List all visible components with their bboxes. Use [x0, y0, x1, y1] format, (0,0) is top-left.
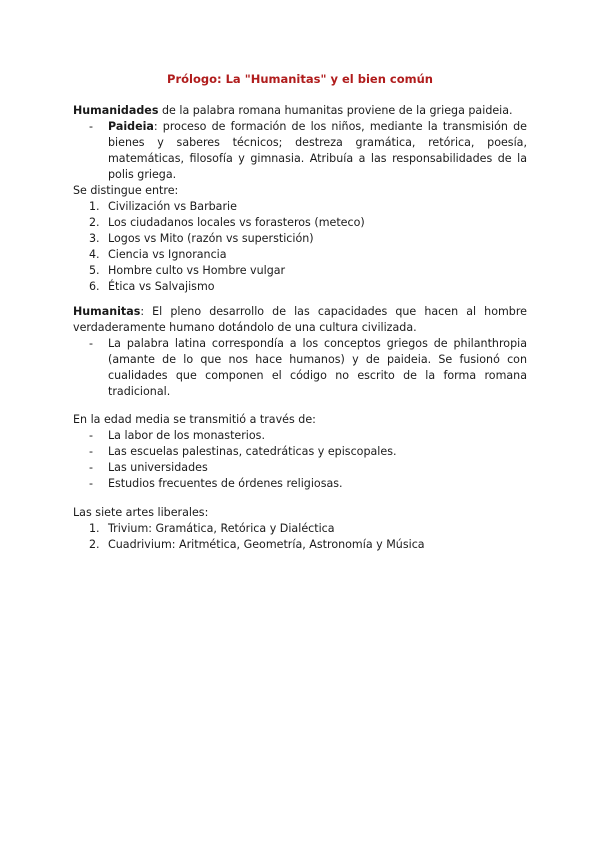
list-item-text: Trivium: Gramática, Retórica y Dialéctica: [108, 522, 335, 535]
list-item: [73, 247, 527, 263]
list-item: [73, 521, 527, 537]
list-number: 1.: [89, 200, 100, 213]
artes-section: [73, 505, 527, 553]
list-item-text: Ética vs Salvajismo: [108, 280, 215, 293]
humanidades-text: de la palabra romana humanitas proviene de la griega paideia.: [158, 104, 513, 117]
humanitas-section: [73, 304, 527, 400]
dash-bullet: -: [89, 337, 94, 350]
humanidades-section: [73, 103, 527, 183]
humanitas-item: [73, 336, 527, 400]
list-number: 4.: [89, 248, 100, 261]
dash-bullet: -: [89, 120, 94, 133]
paideia-item: [73, 119, 527, 183]
list-item: [73, 537, 527, 553]
list-item: [73, 476, 527, 492]
list-item-text: Ciencia vs Ignorancia: [108, 248, 227, 261]
list-item: [73, 199, 527, 215]
humanitas-item-text: La palabra latina correspondía a los conceptos griegos de philanthropia (amante de lo que nos hace humanos) y de paideia. Se fusionó con cualidades que componen el código no escrito de la forma romana tradicional.: [108, 337, 527, 398]
humanidades-term: Humanidades: [73, 104, 159, 117]
list-number: 1.: [89, 522, 100, 535]
list-number: 2.: [89, 538, 100, 551]
list-item-text: Las universidades: [108, 461, 208, 474]
humanitas-term: Humanitas: [73, 305, 141, 318]
list-item-text: Las escuelas palestinas, catedráticas y episcopales.: [108, 445, 397, 458]
humanitas-text: : El pleno desarrollo de las capacidades que hacen al hombre verdaderamente humano dotándolo de una cultura civilizada.: [73, 305, 527, 334]
humanidades-paragraph: [73, 103, 527, 119]
edad-media-intro: En la edad media se transmitió a través de:: [73, 413, 316, 426]
dash-bullet: -: [89, 429, 94, 442]
list-item-text: Los ciudadanos locales vs forasteros (meteco): [108, 216, 365, 229]
humanitas-paragraph: [73, 304, 527, 336]
list-item-text: Cuadrivium: Aritmética, Geometría, Astronomía y Música: [108, 538, 425, 551]
dash-bullet: -: [89, 445, 94, 458]
list-item: [73, 460, 527, 476]
list-item-text: Civilización vs Barbarie: [108, 200, 237, 213]
dash-bullet: -: [89, 461, 94, 474]
page-title: Prólogo: La "Humanitas" y el bien común: [167, 72, 433, 86]
list-item-text: La labor de los monasterios.: [108, 429, 265, 442]
list-number: 6.: [89, 280, 100, 293]
list-item: [73, 231, 527, 247]
list-item: [73, 279, 527, 295]
edad-media-section: [73, 412, 527, 492]
list-item-text: Hombre culto vs Hombre vulgar: [108, 264, 286, 277]
list-number: 5.: [89, 264, 100, 277]
list-item: [73, 263, 527, 279]
distingue-section: [73, 183, 527, 295]
artes-intro: Las siete artes liberales:: [73, 506, 209, 519]
paideia-text: : proceso de formación de los niños, mediante la transmisión de bienes y saberes técnicos; destreza gramática, retórica, poesía, matemáticas, filosofía y gimnasia. Atribuía a las responsabilidades de la polis griega.: [108, 120, 527, 181]
list-item: [73, 428, 527, 444]
list-number: 2.: [89, 216, 100, 229]
distingue-intro: Se distingue entre:: [73, 184, 179, 197]
list-number: 3.: [89, 232, 100, 245]
list-item-text: Logos vs Mito (razón vs superstición): [108, 232, 314, 245]
list-item-text: Estudios frecuentes de órdenes religiosas.: [108, 477, 343, 490]
list-item: [73, 444, 527, 460]
list-item: [73, 215, 527, 231]
dash-bullet: -: [89, 477, 94, 490]
paideia-term: Paideia: [108, 120, 154, 133]
